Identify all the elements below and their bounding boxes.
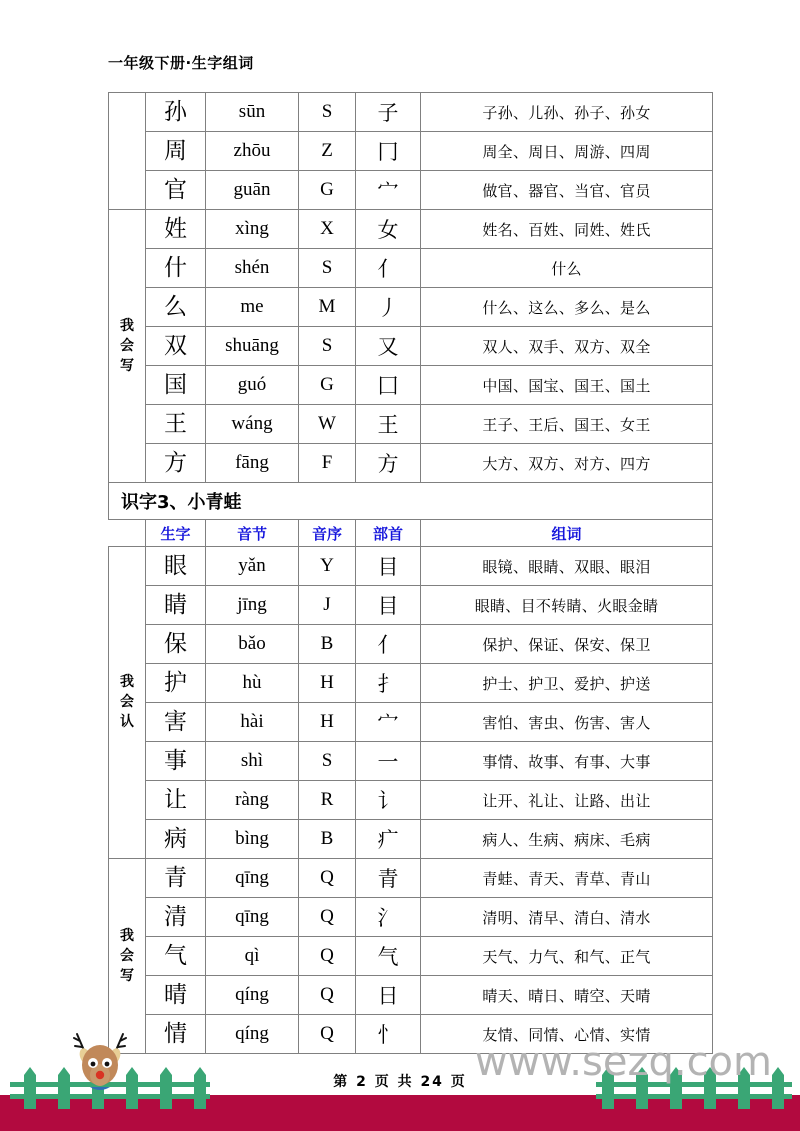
cell-words: 晴天、晴日、晴空、天晴 — [421, 976, 713, 1015]
cell-words: 周全、周日、周游、四周 — [421, 132, 713, 171]
table-row — [109, 132, 713, 171]
cell-character: 事 — [146, 742, 206, 781]
table-row — [109, 664, 713, 703]
section-label-char: 认 — [120, 714, 134, 731]
cell-pinyin: hù — [206, 664, 299, 703]
cell-radical: 宀 — [356, 171, 421, 210]
cell-initial: Z — [299, 132, 356, 171]
cell-words: 什么、这么、多么、是么 — [421, 288, 713, 327]
cell-pinyin: yǎn — [206, 547, 299, 586]
cell-radical: 目 — [356, 547, 421, 586]
cell-pinyin: bìng — [206, 820, 299, 859]
cell-character: 王 — [146, 405, 206, 444]
cell-character: 让 — [146, 781, 206, 820]
cell-character: 什 — [146, 249, 206, 288]
lesson-title: 识字3、小青蛙 — [109, 483, 713, 520]
cell-radical: 子 — [356, 93, 421, 132]
cell-character: 么 — [146, 288, 206, 327]
cell-pinyin: fāng — [206, 444, 299, 483]
cell-words: 大方、双方、对方、四方 — [421, 444, 713, 483]
cell-character: 气 — [146, 937, 206, 976]
cell-character: 晴 — [146, 976, 206, 1015]
cell-pinyin: qì — [206, 937, 299, 976]
section-label-char: 会 — [120, 337, 134, 354]
cell-words: 害怕、害虫、伤害、害人 — [421, 703, 713, 742]
cell-initial: B — [299, 625, 356, 664]
cell-initial: Q — [299, 859, 356, 898]
cell-initial: W — [299, 405, 356, 444]
cell-words: 眼镜、眼睛、双眼、眼泪 — [421, 547, 713, 586]
table-row — [109, 937, 713, 976]
table-row — [109, 327, 713, 366]
cell-radical: 目 — [356, 586, 421, 625]
column-header-yinjie: 音节 — [206, 520, 299, 547]
section-label-char: 我 — [120, 317, 134, 334]
cell-initial: Q — [299, 976, 356, 1015]
site-watermark: www.sezq.com — [474, 1039, 772, 1085]
cell-character: 官 — [146, 171, 206, 210]
cell-radical: 方 — [356, 444, 421, 483]
cell-pinyin: shì — [206, 742, 299, 781]
cell-radical: 讠 — [356, 781, 421, 820]
cell-radical: 氵 — [356, 898, 421, 937]
section-label-我会认 — [109, 547, 146, 859]
section-label-char: 我 — [120, 674, 134, 691]
table-row — [109, 444, 713, 483]
cell-initial: H — [299, 664, 356, 703]
cell-character: 睛 — [146, 586, 206, 625]
cell-initial: R — [299, 781, 356, 820]
cell-radical: 女 — [356, 210, 421, 249]
cell-pinyin: qíng — [206, 1015, 299, 1054]
cell-words: 保护、保证、保安、保卫 — [421, 625, 713, 664]
cell-pinyin: qīng — [206, 898, 299, 937]
cell-words: 事情、故事、有事、大事 — [421, 742, 713, 781]
cell-words: 子孙、儿孙、孙子、孙女 — [421, 93, 713, 132]
section-label-char: 写 — [120, 357, 134, 374]
cell-radical: 扌 — [356, 664, 421, 703]
cell-pinyin: me — [206, 288, 299, 327]
cell-pinyin: qíng — [206, 976, 299, 1015]
page-title: 一年级下册·生字组词 — [108, 54, 254, 72]
cell-initial: J — [299, 586, 356, 625]
column-header-bushou: 部首 — [356, 520, 421, 547]
cell-character: 保 — [146, 625, 206, 664]
section-label-我会写 — [109, 210, 146, 483]
cell-pinyin: bǎo — [206, 625, 299, 664]
table-row — [109, 93, 713, 132]
section-label-char: 我 — [120, 927, 134, 944]
cell-character: 护 — [146, 664, 206, 703]
cell-words: 眼睛、目不转睛、火眼金睛 — [421, 586, 713, 625]
table-row — [109, 547, 713, 586]
vocabulary-table — [108, 92, 713, 1054]
cell-pinyin: qīng — [206, 859, 299, 898]
cell-words: 青蛙、青天、青草、青山 — [421, 859, 713, 898]
page-number: 第 2 页 共 24 页 — [333, 1074, 467, 1090]
cell-words: 姓名、百姓、同姓、姓氏 — [421, 210, 713, 249]
column-header-row — [109, 520, 713, 547]
cell-radical: 亻 — [356, 249, 421, 288]
cell-radical: 气 — [356, 937, 421, 976]
cell-initial: F — [299, 444, 356, 483]
cell-pinyin: zhōu — [206, 132, 299, 171]
cell-words: 什么 — [421, 249, 713, 288]
table-row — [109, 898, 713, 937]
cell-character: 国 — [146, 366, 206, 405]
table-row — [109, 820, 713, 859]
cell-pinyin: guān — [206, 171, 299, 210]
cell-initial: Y — [299, 547, 356, 586]
cell-initial: X — [299, 210, 356, 249]
cell-radical: 青 — [356, 859, 421, 898]
table-body — [109, 93, 713, 1054]
cell-pinyin: sūn — [206, 93, 299, 132]
cell-pinyin: wáng — [206, 405, 299, 444]
table-row — [109, 288, 713, 327]
cell-character: 青 — [146, 859, 206, 898]
table-row — [109, 703, 713, 742]
cell-initial: H — [299, 703, 356, 742]
cell-radical: 一 — [356, 742, 421, 781]
cell-character: 情 — [146, 1015, 206, 1054]
cell-initial: M — [299, 288, 356, 327]
cell-character: 害 — [146, 703, 206, 742]
table-row — [109, 742, 713, 781]
cell-character: 孙 — [146, 93, 206, 132]
cell-character: 方 — [146, 444, 206, 483]
section-label-none — [109, 93, 146, 210]
table-row — [109, 405, 713, 444]
cell-initial: S — [299, 327, 356, 366]
cell-initial: Q — [299, 1015, 356, 1054]
cell-initial: S — [299, 249, 356, 288]
section-label-char: 会 — [120, 694, 134, 711]
cell-pinyin: ràng — [206, 781, 299, 820]
cell-words: 中国、国宝、国王、国土 — [421, 366, 713, 405]
table-row — [109, 781, 713, 820]
cell-words: 护士、护卫、爱护、护送 — [421, 664, 713, 703]
table-row — [109, 171, 713, 210]
cell-radical: 亻 — [356, 625, 421, 664]
table-row — [109, 625, 713, 664]
cell-words: 让开、礼让、让路、出让 — [421, 781, 713, 820]
table-row — [109, 859, 713, 898]
cell-initial: S — [299, 742, 356, 781]
cell-words: 天气、力气、和气、正气 — [421, 937, 713, 976]
column-header-blank — [109, 520, 146, 547]
column-header-zuci: 组词 — [421, 520, 713, 547]
cell-character: 周 — [146, 132, 206, 171]
table-row — [109, 366, 713, 405]
cell-character: 清 — [146, 898, 206, 937]
cell-words: 病人、生病、病床、毛病 — [421, 820, 713, 859]
cell-pinyin: hài — [206, 703, 299, 742]
cell-radical: 丿 — [356, 288, 421, 327]
cell-radical: 冂 — [356, 132, 421, 171]
table-row — [109, 586, 713, 625]
section-label-我会写 — [109, 859, 146, 1054]
cell-initial: G — [299, 171, 356, 210]
cell-radical: 宀 — [356, 703, 421, 742]
cell-words: 做官、器官、当官、官员 — [421, 171, 713, 210]
cell-words: 双人、双手、双方、双全 — [421, 327, 713, 366]
cell-initial: Q — [299, 937, 356, 976]
cell-words: 王子、王后、国王、女王 — [421, 405, 713, 444]
cell-character: 姓 — [146, 210, 206, 249]
cell-radical: 囗 — [356, 366, 421, 405]
cell-pinyin: xìng — [206, 210, 299, 249]
cell-pinyin: guó — [206, 366, 299, 405]
cell-radical: 忄 — [356, 1015, 421, 1054]
cell-pinyin: shuāng — [206, 327, 299, 366]
cell-radical: 又 — [356, 327, 421, 366]
cell-words: 友情、同情、心情、实情 — [421, 1015, 713, 1054]
cell-initial: G — [299, 366, 356, 405]
cell-pinyin: shén — [206, 249, 299, 288]
column-header-zi: 生字 — [146, 520, 206, 547]
cell-initial: B — [299, 820, 356, 859]
table-row — [109, 976, 713, 1015]
cell-initial: S — [299, 93, 356, 132]
cell-character: 病 — [146, 820, 206, 859]
cell-character: 双 — [146, 327, 206, 366]
cell-initial: Q — [299, 898, 356, 937]
cell-radical: 王 — [356, 405, 421, 444]
table-row — [109, 249, 713, 288]
column-header-yinxu: 音序 — [299, 520, 356, 547]
cell-character: 眼 — [146, 547, 206, 586]
section-label-char: 写 — [120, 967, 134, 984]
lesson-title-row — [109, 483, 713, 520]
cell-pinyin: jīng — [206, 586, 299, 625]
cell-radical: 疒 — [356, 820, 421, 859]
section-label-char: 会 — [120, 947, 134, 964]
table-row — [109, 210, 713, 249]
cell-radical: 日 — [356, 976, 421, 1015]
cell-words: 清明、清早、清白、清水 — [421, 898, 713, 937]
